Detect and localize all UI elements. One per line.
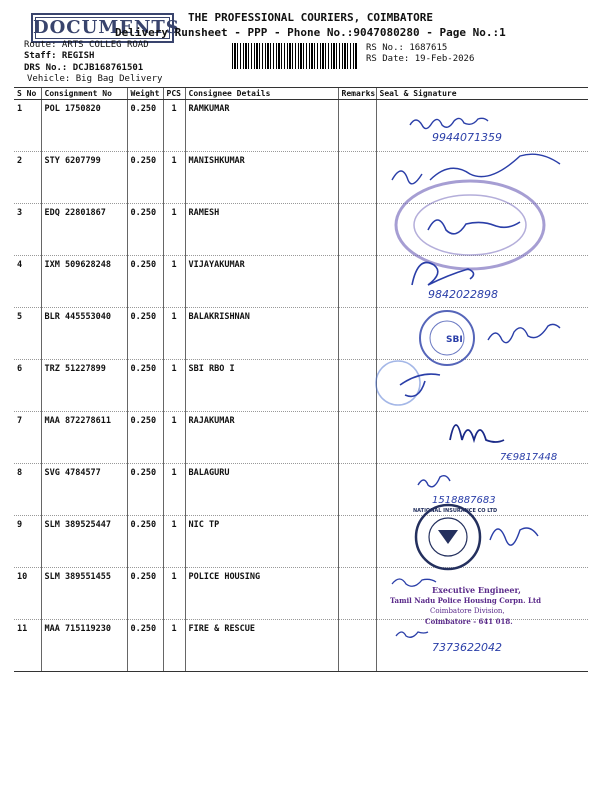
sig-phone-7: 7€9817448 (500, 452, 558, 463)
row-sno: 8 (14, 464, 41, 516)
row-weight: 0.250 (127, 620, 163, 672)
row-sno: 4 (14, 256, 41, 308)
row-consignee: RAJAKUMAR (185, 412, 338, 464)
row-pcs: 1 (163, 412, 185, 464)
signature-5 (488, 324, 560, 342)
rs-number: RS No.: 1687615 (366, 43, 448, 53)
row-consignment-no: SLM 389551455 (41, 568, 127, 620)
row-consignment-no: MAA 715119230 (41, 620, 127, 672)
row-weight: 0.250 (127, 100, 163, 152)
row-consignee: VIJAYAKUMAR (185, 256, 338, 308)
row-sno: 11 (14, 620, 41, 672)
row-pcs: 1 (163, 568, 185, 620)
col-consignee: Consignee Details (185, 88, 338, 100)
row-consignee: SBI RBO I (185, 360, 338, 412)
route-text: Route: ARTS COLLEG ROAD (24, 40, 149, 50)
nic-logo-icon (438, 530, 458, 544)
staff-text: Staff: REGISH (24, 51, 95, 61)
col-remarks: Remarks (338, 88, 376, 100)
row-consignment-no: IXM 509628248 (41, 256, 127, 308)
sig-phone-4: 9842022898 (428, 288, 498, 301)
row-sno: 7 (14, 412, 41, 464)
signature-10 (392, 579, 436, 586)
row-sno: 2 (14, 152, 41, 204)
stamp-10-line1: Executive Engineer, (432, 585, 521, 595)
row-sno: 10 (14, 568, 41, 620)
row-consignment-no: STY 6207799 (41, 152, 127, 204)
row-weight: 0.250 (127, 152, 163, 204)
row-consignment-no: EDQ 22801867 (41, 204, 127, 256)
col-consignment: Consignment No (41, 88, 127, 100)
row-consignee: NIC TP (185, 516, 338, 568)
row-consignee: RAMESH (185, 204, 338, 256)
row-consignee: FIRE & RESCUE (185, 620, 338, 672)
row-weight: 0.250 (127, 256, 163, 308)
row-consignment-no: BLR 445553040 (41, 308, 127, 360)
row-pcs: 1 (163, 360, 185, 412)
stamp-10-line4: Coimbatore - 641 018. (425, 617, 513, 626)
col-weight: Weight (127, 88, 163, 100)
signature-8 (418, 476, 450, 487)
row-sno: 6 (14, 360, 41, 412)
row-consignment-no: MAA 872278611 (41, 412, 127, 464)
col-pcs: PCS (163, 88, 185, 100)
row-weight: 0.250 (127, 412, 163, 464)
row-consignee: MANISHKUMAR (185, 152, 338, 204)
signature-2 (392, 154, 560, 184)
row-weight: 0.250 (127, 308, 163, 360)
row-pcs: 1 (163, 620, 185, 672)
runsheet-subtitle: Delivery Runsheet - PPP - Phone No.:9047080280 - Page No.:1 (115, 26, 506, 39)
row-consignment-no: SVG 4784577 (41, 464, 127, 516)
row-consignee: BALAGURU (185, 464, 338, 516)
stamp-6 (376, 361, 420, 405)
row-consignee: BALAKRISHNAN (185, 308, 338, 360)
drs-number: DRS No.: DCJB168761501 (24, 63, 144, 73)
row-sno: 3 (14, 204, 41, 256)
sbi-stamp-text: SBI (446, 335, 463, 345)
row-consignee: RAMKUMAR (185, 100, 338, 152)
row-weight: 0.250 (127, 568, 163, 620)
row-sno: 9 (14, 516, 41, 568)
row-pcs: 1 (163, 100, 185, 152)
row-pcs: 1 (163, 204, 185, 256)
company-title: THE PROFESSIONAL COURIERS, COIMBATORE (188, 11, 434, 24)
stamp-10-line2: Tamil Nadu Police Housing Corpn. Ltd (390, 596, 542, 605)
stamp-10-line3: Coimbatore Division, (430, 607, 505, 615)
sig-phone-11: 7373622042 (432, 641, 502, 654)
rs-date: RS Date: 19-Feb-2026 (366, 54, 475, 64)
col-seal-signature: Seal & Signature (376, 88, 588, 100)
row-pcs: 1 (163, 308, 185, 360)
row-weight: 0.250 (127, 204, 163, 256)
vehicle-text: Vehicle: Big Bag Delivery (27, 74, 163, 84)
row-sno: 1 (14, 100, 41, 152)
row-consignment-no: TRZ 51227899 (41, 360, 127, 412)
documents-stamp: DOCUMENTS (31, 13, 174, 43)
col-sno: S No (14, 88, 41, 100)
row-consignment-no: SLM 389525447 (41, 516, 127, 568)
signature-9 (490, 528, 538, 545)
row-pcs: 1 (163, 464, 185, 516)
sig-phone-1: 9944071359 (432, 131, 502, 144)
sig-phone-8: 1518887683 (432, 495, 496, 506)
row-consignment-no: POL 1750820 (41, 100, 127, 152)
signature-3 (428, 220, 520, 234)
row-weight: 0.250 (127, 516, 163, 568)
row-pcs: 1 (163, 152, 185, 204)
row-weight: 0.250 (127, 464, 163, 516)
nic-stamp-text: NATIONAL INSURANCE CO LTD (413, 508, 498, 514)
row-sno: 5 (14, 308, 41, 360)
row-pcs: 1 (163, 516, 185, 568)
signature-1 (410, 118, 488, 128)
row-pcs: 1 (163, 256, 185, 308)
row-consignee: POLICE HOUSING (185, 568, 338, 620)
stamp-3 (396, 181, 544, 269)
row-weight: 0.250 (127, 360, 163, 412)
signature-7 (450, 425, 504, 442)
signature-11 (396, 632, 428, 637)
